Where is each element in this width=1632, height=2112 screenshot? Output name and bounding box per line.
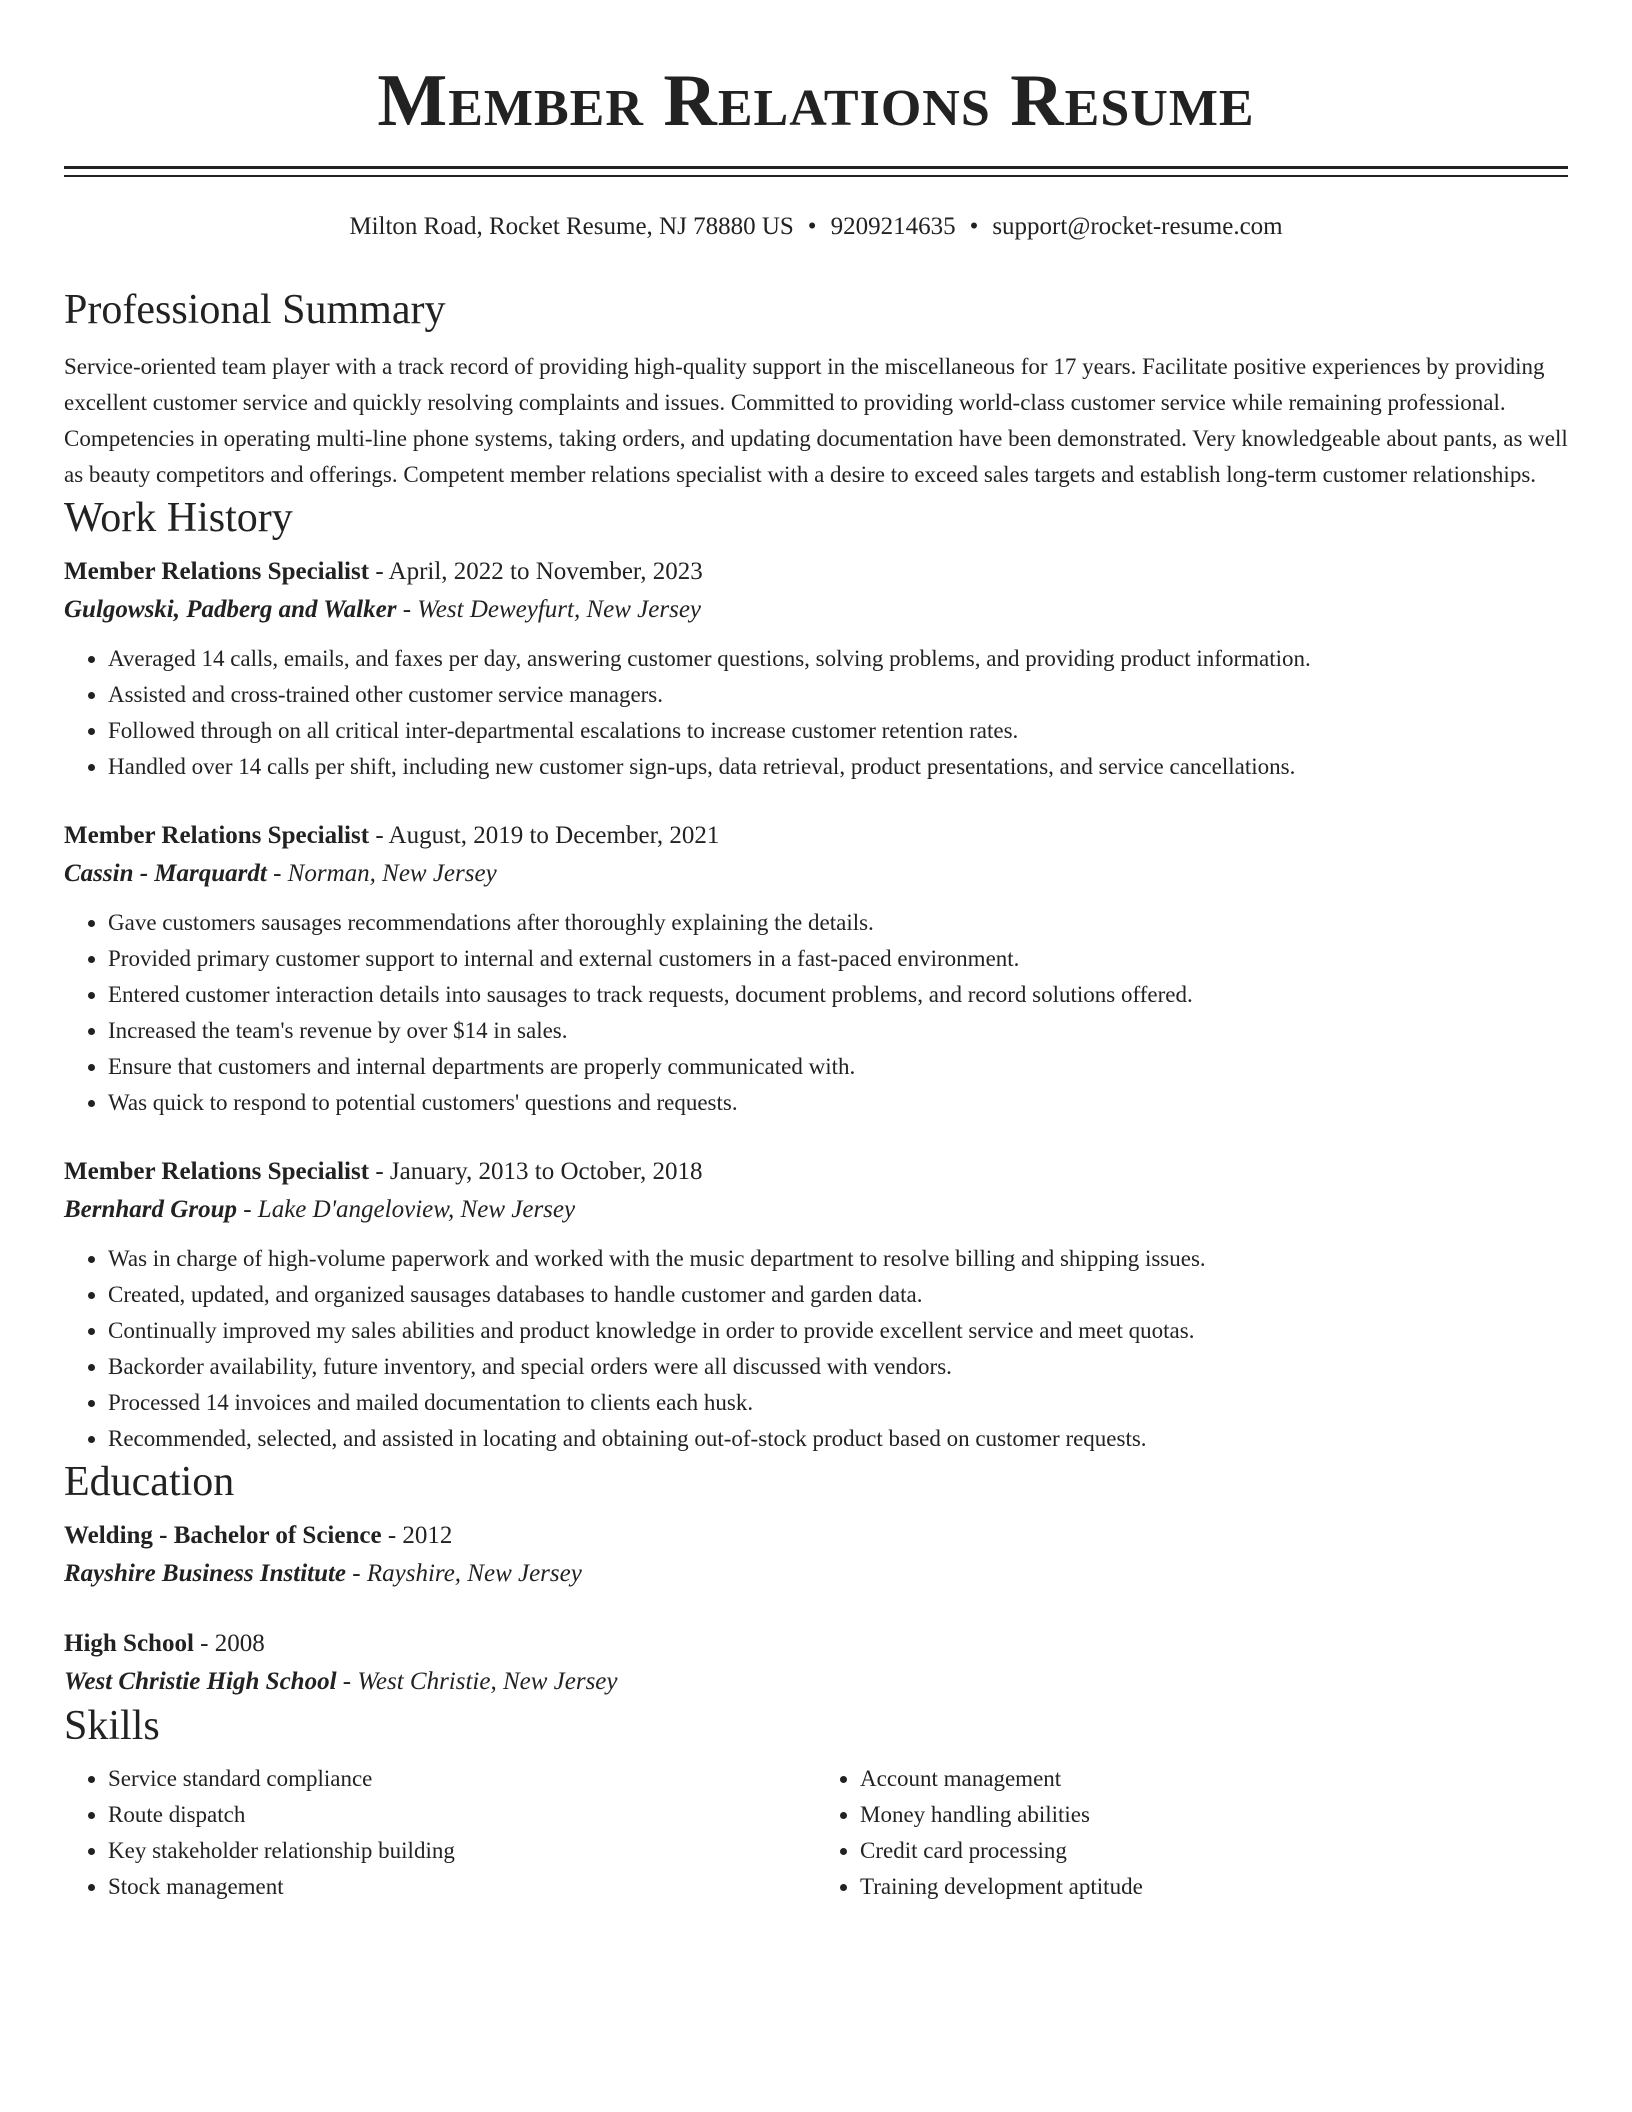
education-degree-line: [64, 1625, 1568, 1663]
job-bullet: • Averaged 14 calls, emails, and faxes per day, answering customer questions, solving problems, and providing product information.: [108, 641, 1568, 677]
job-company: Bernhard Group: [64, 1196, 237, 1223]
summary-heading: Professional Summary: [64, 287, 446, 333]
contact-line: [64, 211, 1568, 243]
job-bullet: • Processed 14 invoices and mailed documentation to clients each husk.: [108, 1385, 1568, 1421]
skill-item: • Money handling abilities: [860, 1797, 1568, 1833]
education-degree: Welding - Bachelor of Science: [64, 1522, 382, 1549]
job-bullet: • Was quick to respond to potential customers' questions and requests.: [108, 1085, 1568, 1121]
job-company-line: [64, 855, 1568, 893]
job-bullet: • Was in charge of high-volume paperwork and worked with the music department to resolve billing and shipping issues.: [108, 1241, 1568, 1277]
title-divider-thin: [64, 175, 1568, 177]
job-role: Member Relations Specialist: [64, 558, 370, 585]
job-dates: - April, 2022 to November, 2023: [369, 558, 703, 585]
job-bullet: • Increased the team's revenue by over $14 in sales.: [108, 1013, 1568, 1049]
education-location: - West Christie, New Jersey: [336, 1668, 618, 1695]
job-bullet: • Continually improved my sales abilities and product knowledge in order to provide excellent service and meet quotas.: [108, 1313, 1568, 1349]
contact-separator: •: [969, 213, 979, 240]
education-school-line: [64, 1663, 1568, 1701]
job-bullet: • Provided primary customer support to internal and external customers in a fast-paced environment.: [108, 941, 1568, 977]
education-degree-line: [64, 1517, 1568, 1555]
job-bullet: • Gave customers sausages recommendations after thoroughly explaining the details.: [108, 905, 1568, 941]
job-bullets: [64, 641, 1568, 785]
contact-email: support@rocket-resume.com: [992, 213, 1283, 240]
education-entry: [64, 1517, 1568, 1593]
resume-title: Member Relations Resume: [377, 60, 1255, 142]
job-role: Member Relations Specialist: [64, 822, 370, 849]
title-divider-thick: [64, 166, 1568, 169]
job-company: Cassin - Marquardt: [64, 860, 267, 887]
skill-item: • Training development aptitude: [860, 1869, 1568, 1905]
education-degree: High School: [64, 1630, 194, 1657]
job-bullet: • Ensure that customers and internal departments are properly communicated with.: [108, 1049, 1568, 1085]
job-bullet: • Created, updated, and organized sausages databases to handle customer and garden data.: [108, 1277, 1568, 1313]
job-location: - West Deweyfurt, New Jersey: [396, 596, 702, 623]
job-bullets: [64, 1241, 1568, 1457]
job-role: Member Relations Specialist: [64, 1158, 370, 1185]
job-bullets: [64, 905, 1568, 1121]
job-company-line: [64, 1191, 1568, 1229]
job-entry: [64, 1153, 1568, 1457]
job-dates: - January, 2013 to October, 2018: [369, 1158, 703, 1185]
job-company: Gulgowski, Padberg and Walker: [64, 596, 397, 623]
job-role-line: [64, 817, 1568, 855]
job-entry: [64, 553, 1568, 785]
skill-item: • Stock management: [108, 1869, 816, 1905]
skill-item: • Service standard compliance: [108, 1761, 816, 1797]
skill-item: • Account management: [860, 1761, 1568, 1797]
education-school: West Christie High School: [64, 1668, 337, 1695]
education-heading: Education: [64, 1459, 235, 1505]
job-entry: [64, 817, 1568, 1121]
work-history-heading: Work History: [64, 495, 293, 541]
job-bullet: • Recommended, selected, and assisted in locating and obtaining out-of-stock product based on customer requests.: [108, 1421, 1568, 1457]
education-school-line: [64, 1555, 1568, 1593]
job-bullet: • Assisted and cross-trained other customer service managers.: [108, 677, 1568, 713]
skill-item: • Route dispatch: [108, 1797, 816, 1833]
job-company-line: [64, 591, 1568, 629]
skills-column-right: [816, 1761, 1568, 1905]
job-bullet: • Entered customer interaction details into sausages to track requests, document problems, and record solutions offered.: [108, 977, 1568, 1013]
skill-item: • Key stakeholder relationship building: [108, 1833, 816, 1869]
job-dates: - August, 2019 to December, 2021: [369, 822, 720, 849]
skills-column-left: [64, 1761, 816, 1905]
job-location: - Lake D'angeloview, New Jersey: [236, 1196, 576, 1223]
education-entry: [64, 1625, 1568, 1701]
education-year: - 2008: [193, 1630, 265, 1657]
job-location: - Norman, New Jersey: [266, 860, 497, 887]
job-bullet: • Handled over 14 calls per shift, including new customer sign-ups, data retrieval, product presentations, and service cancellations.: [108, 749, 1568, 785]
education-location: - Rayshire, New Jersey: [346, 1560, 582, 1587]
job-role-line: [64, 1153, 1568, 1191]
skills-list: [64, 1761, 1568, 1905]
contact-separator: •: [807, 213, 817, 240]
job-role-line: [64, 553, 1568, 591]
skills-heading: Skills: [64, 1703, 160, 1749]
education-year: - 2012: [381, 1522, 453, 1549]
summary-text: Service-oriented team player with a track record of providing high-quality support in the miscellaneous for 17 years. Facilitate positive experiences by providing excellent customer service and quickly resolving complaints and issues. Committed to providing world-class customer service while remaining professional. Competencies in operating multi-line phone systems, taking orders, and updating documentation have been demonstrated. Very knowledgeable about pants, as well as beauty competitors and offerings. Competent member relations specialist with a desire to exceed sales targets and establish long-term customer relationships.: [64, 354, 1568, 487]
contact-phone: 9209214635: [830, 213, 956, 240]
job-bullet: • Backorder availability, future inventory, and special orders were all discussed with vendors.: [108, 1349, 1568, 1385]
contact-address: Milton Road, Rocket Resume, NJ 78880 US: [349, 213, 794, 240]
skill-item: • Credit card processing: [860, 1833, 1568, 1869]
job-bullet: • Followed through on all critical inter-departmental escalations to increase customer retention rates.: [108, 713, 1568, 749]
education-school: Rayshire Business Institute: [64, 1560, 347, 1587]
